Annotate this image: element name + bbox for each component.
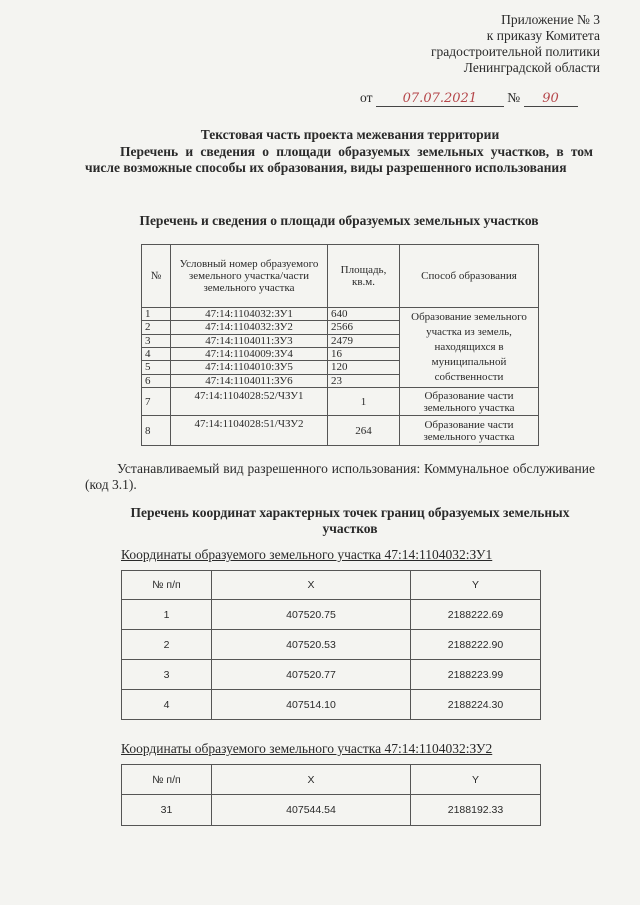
table-row [122,630,541,660]
row-number: 2 [142,321,171,334]
col-parcel-id: Условный номер образуемого земельного участка/части земельного участка [171,245,328,308]
coords2-caption: Координаты образуемого земельного участка 47:14:1104032:ЗУ2 [121,741,493,756]
coords1-caption: Координаты образуемого земельного участка 47:14:1104032:ЗУ1 [121,547,493,562]
point-index: 31 [122,795,212,826]
row-number: 8 [142,416,171,446]
parcel-area: 264 [328,416,400,446]
number-field [524,90,578,107]
parcel-area: 640 [328,308,400,321]
point-y: 2188192.33 [411,795,541,826]
usage-paragraph: Устанавливаемый вид разрешенного использования: Коммунальное обслуживание (код 3.1). [85,461,595,492]
coords2-table [121,764,541,826]
point-y: 2188224.30 [411,690,541,720]
table-row [142,308,539,321]
method-cell: Образование части земельного участка [400,388,539,416]
row-number: 6 [142,374,171,387]
point-index: 4 [122,690,212,720]
col-x: X [212,571,411,600]
parcel-id: 47:14:1104028:51/ЧЗУ2 [171,416,328,446]
point-y: 2188223.99 [411,660,541,690]
appendix-header [431,12,600,76]
col-area: Площадь, кв.м. [328,245,400,308]
table-row [142,388,539,416]
parcel-id: 47:14:1104009:ЗУ4 [171,347,328,360]
committee-line: градостроительной политики [430,44,600,59]
table-header-row [122,571,541,600]
parcel-id: 47:14:1104011:ЗУ6 [171,374,328,387]
section-subtitle: Перечень и сведения о площади образуемых земельных участков, в том числе возможные способы их образования, виды разрешенного использования [85,144,593,175]
parcel-id: 47:14:1104032:ЗУ1 [171,308,328,321]
col-index: № п/п [122,765,212,795]
coords1-table [121,570,541,720]
row-number: 1 [142,308,171,321]
method-group-cell: Образование земельного участка из земель, находящихся в муниципальной собственности [400,308,539,388]
coords-section-title: Перечень координат характерных точек границ образуемых земельных участков [130,505,570,536]
point-index: 1 [122,600,212,630]
parcel-id: 47:14:1104028:52/ЧЗУ1 [171,388,328,416]
point-y: 2188222.69 [411,600,541,630]
col-y: Y [411,765,541,795]
main-title: Текстовая часть проекта межевания территории [200,127,500,142]
col-x: X [212,765,411,795]
point-y: 2188222.90 [411,630,541,660]
date-field [376,90,504,107]
table-row [122,690,541,720]
parcel-id: 47:14:1104032:ЗУ2 [171,321,328,334]
from-label: от [360,90,373,105]
col-y: Y [411,571,541,600]
row-number: 5 [142,361,171,374]
point-x: 407520.77 [212,660,411,690]
parcel-area: 23 [328,374,400,387]
table-row [142,416,539,446]
point-x: 407520.53 [212,630,411,660]
point-x: 407514.10 [212,690,411,720]
row-number: 7 [142,388,171,416]
number-label: № [507,90,521,105]
table-row [122,600,541,630]
date-number-line [360,90,600,107]
table-row [122,795,541,826]
row-number: 4 [142,347,171,360]
table-header-row [142,245,539,308]
point-index: 3 [122,660,212,690]
point-index: 2 [122,630,212,660]
order-line: к приказу Комитета [486,28,600,43]
parcel-area: 2566 [328,321,400,334]
handwritten-number: 90 [542,91,559,106]
parcel-id: 47:14:1104010:ЗУ5 [171,361,328,374]
appendix-line: Приложение № 3 [501,12,600,27]
point-x: 407520.75 [212,600,411,630]
row-number: 3 [142,334,171,347]
region-line: Ленинградской области [463,60,600,75]
table1-title: Перечень и сведения о площади образуемых земельных участков [139,213,539,228]
parcel-area: 16 [328,347,400,360]
parcel-area: 2479 [328,334,400,347]
parcel-id: 47:14:1104011:ЗУ3 [171,334,328,347]
point-x: 407544.54 [212,795,411,826]
table-header-row [122,765,541,795]
handwritten-date: 07.07.2021 [402,91,478,106]
parcel-area: 120 [328,361,400,374]
col-method: Способ образования [400,245,539,308]
parcel-area: 1 [328,388,400,416]
col-number: № [142,245,171,308]
table-row [122,660,541,690]
method-cell: Образование части земельного участка [400,416,539,446]
parcels-table [141,244,539,446]
col-index: № п/п [122,571,212,600]
